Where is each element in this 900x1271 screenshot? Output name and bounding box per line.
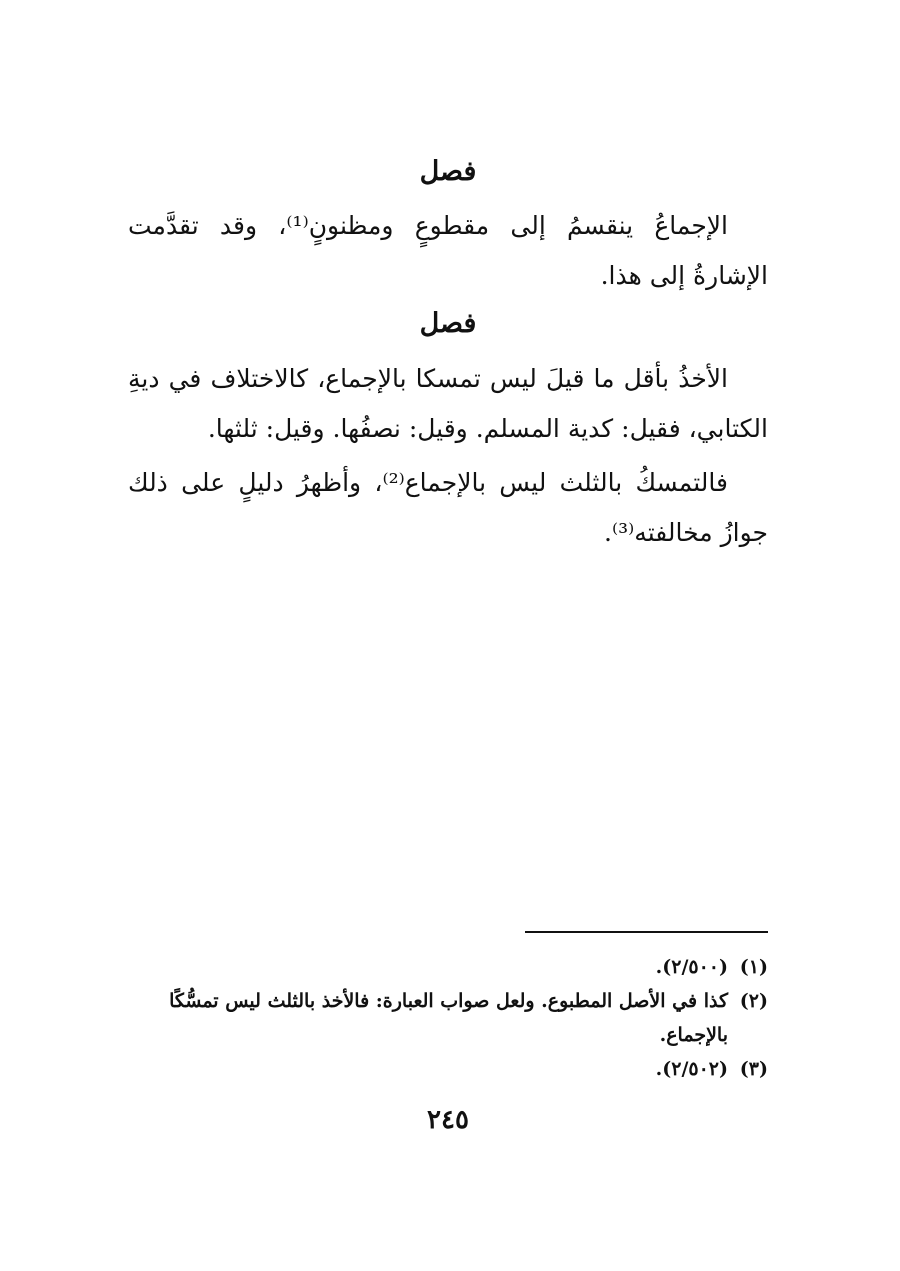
section-1-body: [128, 201, 768, 301]
footnote-text: (٢/٥٠٢).: [655, 1058, 728, 1080]
footnote-2: [128, 984, 768, 1052]
paragraph-third-not-ijma: فالتمسكُ بالثلث ليس بالإجماع⁽²⁾، وأظهرُ دليلٍ على ذلك جوازُ مخالفته⁽³⁾.: [128, 468, 768, 547]
footnote-text: (٢/٥٠٠).: [655, 956, 728, 978]
footnote-number: (٢): [739, 990, 768, 1012]
paragraph-least-said: الأخذُ بأقل ما قيلَ ليس تمسكا بالإجماع، كالاختلاف في ديةِ الكتابي، فقيل: كدية المسلم. وقيل: نصفُها. وقيل: ثلثها.: [128, 364, 768, 443]
footnote-divider: [525, 931, 768, 933]
paragraph-ijma-division: الإجماعُ ينقسمُ إلى مقطوعٍ ومظنونٍ⁽¹⁾، وقد تقدَّمت الإشارةُ إلى هذا.: [128, 211, 768, 290]
footnote-number: (٣): [739, 1058, 768, 1080]
page-number: ٢٤٥: [427, 1105, 469, 1135]
section-heading-1: فصل: [419, 156, 477, 187]
footnote-number: (١): [739, 956, 768, 978]
footnote-1: [128, 950, 768, 984]
section-heading-2: فصل: [419, 308, 477, 339]
section-2-body: [128, 354, 768, 558]
footnote-3: [128, 1052, 768, 1086]
footnote-text: كذا في الأصل المطبوع. ولعل صواب العبارة: فالأخذ بالثلث ليس تمسُّكًا بالإجماع.: [169, 990, 728, 1046]
footnotes: [128, 950, 768, 1086]
